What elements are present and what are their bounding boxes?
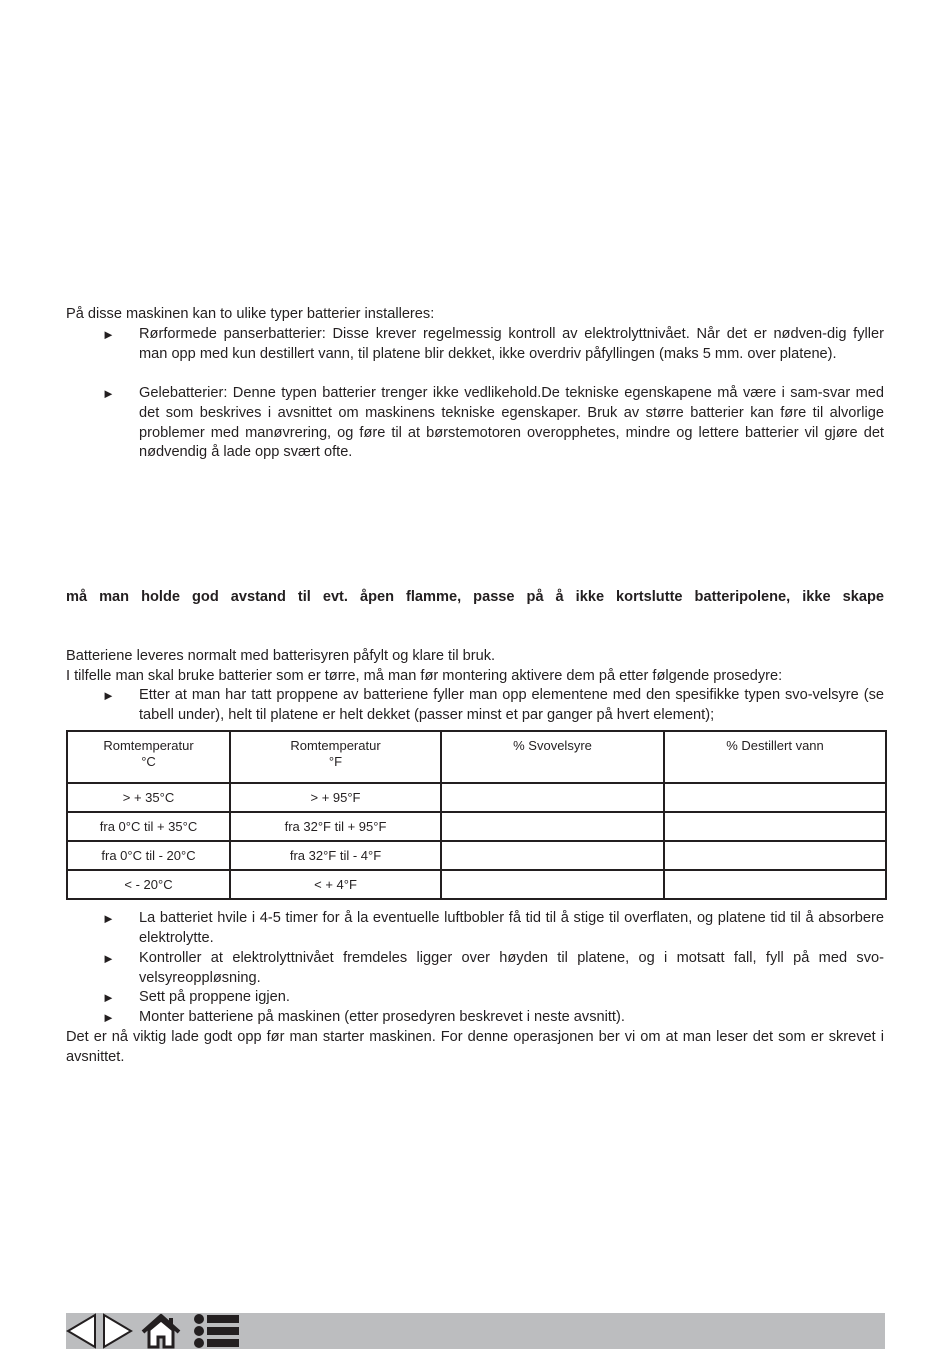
list-item bbox=[66, 949, 884, 989]
table-cell: fra 32°F til + 95°F bbox=[230, 812, 441, 841]
activation-line-1: Batteriene leveres normalt med batterisyren påfylt og klare til bruk. bbox=[66, 648, 496, 664]
safety-warning: må man holde god avstand til evt. åpen flamme, passe på å ikke kortslutte batteripolene, ikke skape bbox=[66, 589, 884, 605]
list-item-text: Gelebatterier: Denne typen batterier trenger ikke vedlikehold.De tekniske egenskapene må være i sam-svar med det som beskrives i avsnittet om maskinens tekniske egenskaper. Bruk av større batterier kan føre til alvorlige problemer med manøvrering, og føre til at børstemotoren overopphetes, mindre og lettere batterier vil gjøre det nødvendig å lade opp svært ofte. bbox=[139, 385, 884, 461]
table-cell bbox=[664, 812, 886, 841]
list-item bbox=[66, 1008, 884, 1028]
intro-lead: På disse maskinen kan to ulike typer batterier installeres: bbox=[66, 306, 435, 322]
bullet-arrow-icon: ► bbox=[102, 990, 115, 1005]
table-cell: fra 32°F til - 4°F bbox=[230, 841, 441, 870]
table-cell: fra 0°C til - 20°C bbox=[67, 841, 230, 870]
list-item-text: Rørformede panserbatterier: Disse krever regelmessig kontroll av elektrolyttnivået. Når det er nødven-dig fyller man opp med kun destillert vann, til platene blir dekket, ikke overdriv påfyllingen (maks 5 mm. over platene). bbox=[139, 326, 884, 362]
table-cell bbox=[441, 812, 664, 841]
table-cell: > + 95°F bbox=[230, 783, 441, 812]
bullet-arrow-icon: ► bbox=[102, 688, 115, 703]
table-cell bbox=[441, 870, 664, 899]
table-header-cell: Romtemperatur °F bbox=[230, 731, 441, 783]
home-button[interactable] bbox=[140, 1313, 182, 1349]
table-header-row bbox=[67, 731, 886, 783]
previous-page-button[interactable] bbox=[66, 1313, 98, 1349]
bullet-arrow-icon: ► bbox=[102, 1010, 115, 1025]
next-page-button[interactable] bbox=[101, 1313, 133, 1349]
table-row bbox=[67, 870, 886, 899]
list-item bbox=[66, 988, 884, 1008]
list-item-text: Etter at man har tatt proppene av batteriene fyller man opp elementene med den spesifikke typen svo-velsyre (se tabell under), helt til platene er helt dekket (passer minst et par ganger på hvert element); bbox=[139, 687, 884, 723]
home-icon bbox=[140, 1313, 182, 1349]
bullet-arrow-icon: ► bbox=[102, 386, 115, 401]
table-cell: > + 35°C bbox=[67, 783, 230, 812]
table-row bbox=[67, 812, 886, 841]
table-cell: fra 0°C til + 35°C bbox=[67, 812, 230, 841]
list-item-text: Kontroller at elektrolyttnivået fremdeles ligger over høyden til platene, og i motsatt fall, fyll på med svo-velsyreoppløsning. bbox=[139, 950, 884, 986]
arrow-right-icon bbox=[101, 1313, 133, 1349]
list-item bbox=[66, 686, 884, 726]
contents-button[interactable] bbox=[192, 1313, 240, 1349]
table-cell bbox=[664, 841, 886, 870]
acid-mix-table bbox=[66, 730, 887, 900]
table-row bbox=[67, 841, 886, 870]
activation-line-2: I tilfelle man skal bruke batterier som er tørre, må man før montering aktivere dem på etter følgende prosedyre: bbox=[66, 668, 783, 684]
bullet-arrow-icon: ► bbox=[102, 911, 115, 926]
closing-paragraph: Det er nå viktig lade godt opp før man starter maskinen. For denne operasjonen ber vi om at man leser det som er skrevet i avsnittet. bbox=[66, 1029, 884, 1065]
list-item-text: Sett på proppene igjen. bbox=[139, 989, 290, 1005]
table-cell bbox=[441, 841, 664, 870]
table-header-cell: % Svovelsyre bbox=[441, 731, 664, 783]
table-row bbox=[67, 783, 886, 812]
list-item-text: Monter batteriene på maskinen (etter prosedyren beskrevet i neste avsnitt). bbox=[139, 1009, 625, 1025]
list-item bbox=[66, 909, 884, 949]
table-cell bbox=[441, 783, 664, 812]
list-item bbox=[66, 384, 884, 463]
list-item-text: La batteriet hvile i 4-5 timer for å la eventuelle luftbobler få tid til å stige til overflaten, og platene tid til å absorbere elektrolytte. bbox=[139, 910, 884, 946]
table-cell: < + 4°F bbox=[230, 870, 441, 899]
bullet-arrow-icon: ► bbox=[102, 951, 115, 966]
list-item bbox=[66, 325, 884, 365]
table-cell: < - 20°C bbox=[67, 870, 230, 899]
bullet-arrow-icon: ► bbox=[102, 327, 115, 342]
table-header-cell: % Destillert vann bbox=[664, 731, 886, 783]
list-icon bbox=[192, 1313, 240, 1349]
arrow-left-icon bbox=[66, 1313, 98, 1349]
table-cell bbox=[664, 870, 886, 899]
footer-nav-bar bbox=[66, 1313, 885, 1349]
table-cell bbox=[664, 783, 886, 812]
table-header-cell: Romtemperatur °C bbox=[67, 731, 230, 783]
